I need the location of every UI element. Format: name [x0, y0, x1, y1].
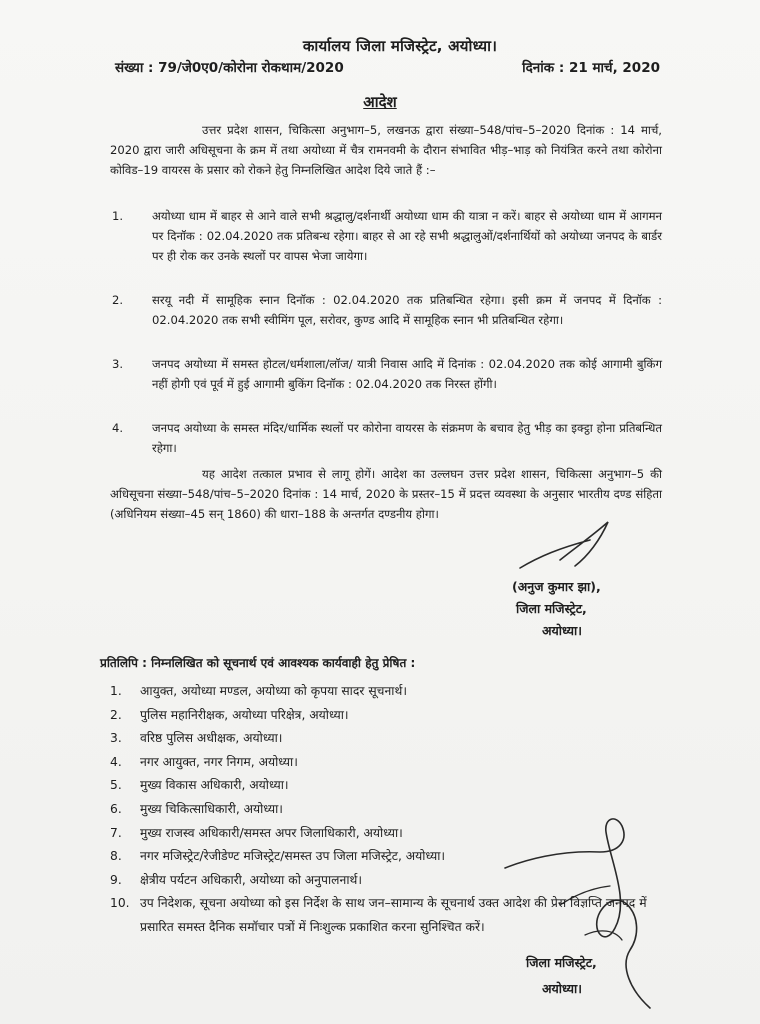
list-item-number: 4.: [110, 754, 122, 769]
list-item-number: 2.: [110, 707, 122, 722]
list-item-number: 1.: [110, 684, 122, 698]
point-4-text: जनपद अयोध्या के समस्त मंदिर/धार्मिक स्थलों पर कोरोना वायरस के संक्रमण के बचाव हेतु भीड़ का इक्ट्ठा होना प्रतिबन्धित रहेगा।: [152, 421, 662, 455]
signatory-name: (अनुज कुमार झा),: [512, 579, 601, 594]
list-item-number: 5.: [110, 778, 122, 793]
point-1-number: 1.: [112, 209, 124, 223]
list-item-number: 3.: [110, 731, 122, 746]
list-item-text: नगर आयुक्त, नगर निगम, अयोध्या।: [140, 754, 298, 769]
list-item-number: 6.: [110, 801, 122, 816]
list-item: [110, 727, 680, 751]
list-item-text: क्षेत्रीय पर्यटन अधिकारी, अयोध्या को अनुपालनार्थ।: [140, 872, 363, 887]
point-1-text: अयोध्या धाम में बाहर से आने वाले सभी श्रद्धालु/दर्शनार्थी अयोध्या धाम की यात्रा न करें। बाहर से अयोध्या धाम में आगमन पर दिनॉक : 02.04.2020 तक प्रतिबन्ध रहेगा। बाहर से आ रहे सभी श्रद्धालुओं/दर्शनार्थियों को अयोध्या जनपद के बार्डर पर ही रोक कर उनके स्थलों पर वापस भेजा जायेगा।: [152, 209, 662, 263]
final-place: अयोध्या।: [542, 981, 582, 996]
copy-list: [110, 680, 680, 940]
closing-paragraph: यह आदेश तत्काल प्रभाव से लागू होगें। आदेश का उल्लघन उत्तर प्रदेश शासन, चिकित्सा अनुभाग–5 की अधिसूचना संख्या–548/पांच–5–2020 दिनांक : 14 मार्च, 2020 के प्रस्तर–15 में प्रदत्त व्यवस्था के अनुसार भारतीय दण्ड संहिता (अधिनियम संख्या–45 सन् 1860) की धारा–188 के अन्तर्गत दण्डनीय होगा।: [110, 467, 662, 521]
list-item-text: नगर मजिस्ट्रेट/रेजीडेण्ट मजिस्ट्रेट/समस्त उप जिला मजिस्ट्रेट, अयोध्या।: [140, 849, 446, 864]
signatory-place: अयोध्या।: [542, 623, 582, 638]
signatory-designation: जिला मजिस्ट्रेट,: [516, 601, 587, 616]
list-item-text: मुख्य चिकित्साधिकारी, अयोध्या।: [140, 801, 283, 816]
list-item-text: उप निदेशक, सूचना अयोध्या को इस निर्देश के साथ जन–सामान्य के सूचनार्थ उक्त आदेश की प्रेस विज्ञप्ति जनपद में प्रसारित समस्त दैनिक समॉचार पत्रों में निःशुल्क प्रकाशित करना सुनिश्चित करें।: [140, 896, 647, 934]
list-item-text: पुलिस महानिरीक्षक, अयोध्या परिक्षेत्र, अयोध्या।: [140, 707, 349, 722]
point-2-number: 2.: [112, 293, 124, 307]
list-item-text: आयुक्त, अयोध्या मण्डल, अयोध्या को कृपया सादर सूचनार्थ।: [140, 684, 407, 698]
list-item: [110, 869, 680, 893]
reference-line: [115, 58, 660, 76]
point-4-number: 4.: [112, 421, 124, 435]
point-3-text: जनपद अयोध्या में समस्त होटल/धर्मशाला/लॉज/ यात्री निवास आदि में दिनांक : 02.04.2020 तक कोई आगामी बुकिंग नहीं होगी एवं पूर्व में हुई आगामी बुकिंग दिनॉक : 02.04.2020 तक निरस्त होंगी।: [152, 357, 662, 391]
list-item-number: 9.: [110, 872, 122, 887]
point-3-number: 3.: [112, 357, 124, 371]
office-heading: कार्यालय जिला मजिस्ट्रेट, अयोध्या।: [302, 37, 498, 55]
order-title: आदेश: [363, 93, 397, 111]
list-item: [110, 704, 680, 728]
list-item-number: 10.: [110, 896, 130, 911]
list-item: [110, 774, 680, 798]
list-item: [110, 845, 680, 869]
signature-block: [512, 576, 672, 642]
final-designation: जिला मजिस्ट्रेट,: [526, 955, 597, 970]
list-item-text: मुख्य राजस्व अधिकारी/समस्त अपर जिलाधिकारी, अयोध्या।: [140, 825, 403, 840]
reference-number: संख्या : 79/जे0ए0/कोरोना रोकथाम/2020: [115, 60, 344, 76]
intro-paragraph: उत्तर प्रदेश शासन, चिकित्सा अनुभाग–5, लखनऊ द्वारा संख्या–548/पांच–5–2020 दिनांक : 14 मार्च, 2020 द्वारा जारी अधिसूचना के क्रम में तथा अयोध्या में चैत्र रामनवमी के दौरान संभावित भीड़–भाड़ को नियंत्रित करने तथा कोरोना कोविड–19 वायरस के प्रसार को रोकने हेतु निम्नलिखित आदेश दिये जाते हैं :–: [110, 123, 662, 177]
final-signature-block: [526, 950, 597, 1002]
order-date: दिनांक : 21 मार्च, 2020: [522, 60, 660, 76]
point-2-text: सरयू नदी में सामूहिक स्नान दिनॉक : 02.04.2020 तक प्रतिबन्धित रहेगा। इसी क्रम में जनपद में दिनॉक : 02.04.2020 तक सभी स्वीमिंग पूल, सरोवर, कुण्ड आदि में सामूहिक स्नान भी प्रतिबन्धित रहेगा।: [152, 293, 662, 327]
list-item-number: 8.: [110, 849, 122, 864]
list-item: [110, 751, 680, 775]
list-item: [110, 892, 680, 939]
copy-intro: प्रतिलिपि : निम्नलिखित को सूचनार्थ एवं आवश्यक कार्यवाही हेतु प्रेषित :: [100, 656, 416, 670]
list-item: [110, 798, 680, 822]
list-item-number: 7.: [110, 825, 122, 840]
list-item-text: वरिष्ठ पुलिस अधीक्षक, अयोध्या।: [140, 731, 283, 746]
list-item-text: मुख्य विकास अधिकारी, अयोध्या।: [140, 778, 289, 793]
list-item: [110, 822, 680, 846]
list-item: [110, 680, 680, 704]
